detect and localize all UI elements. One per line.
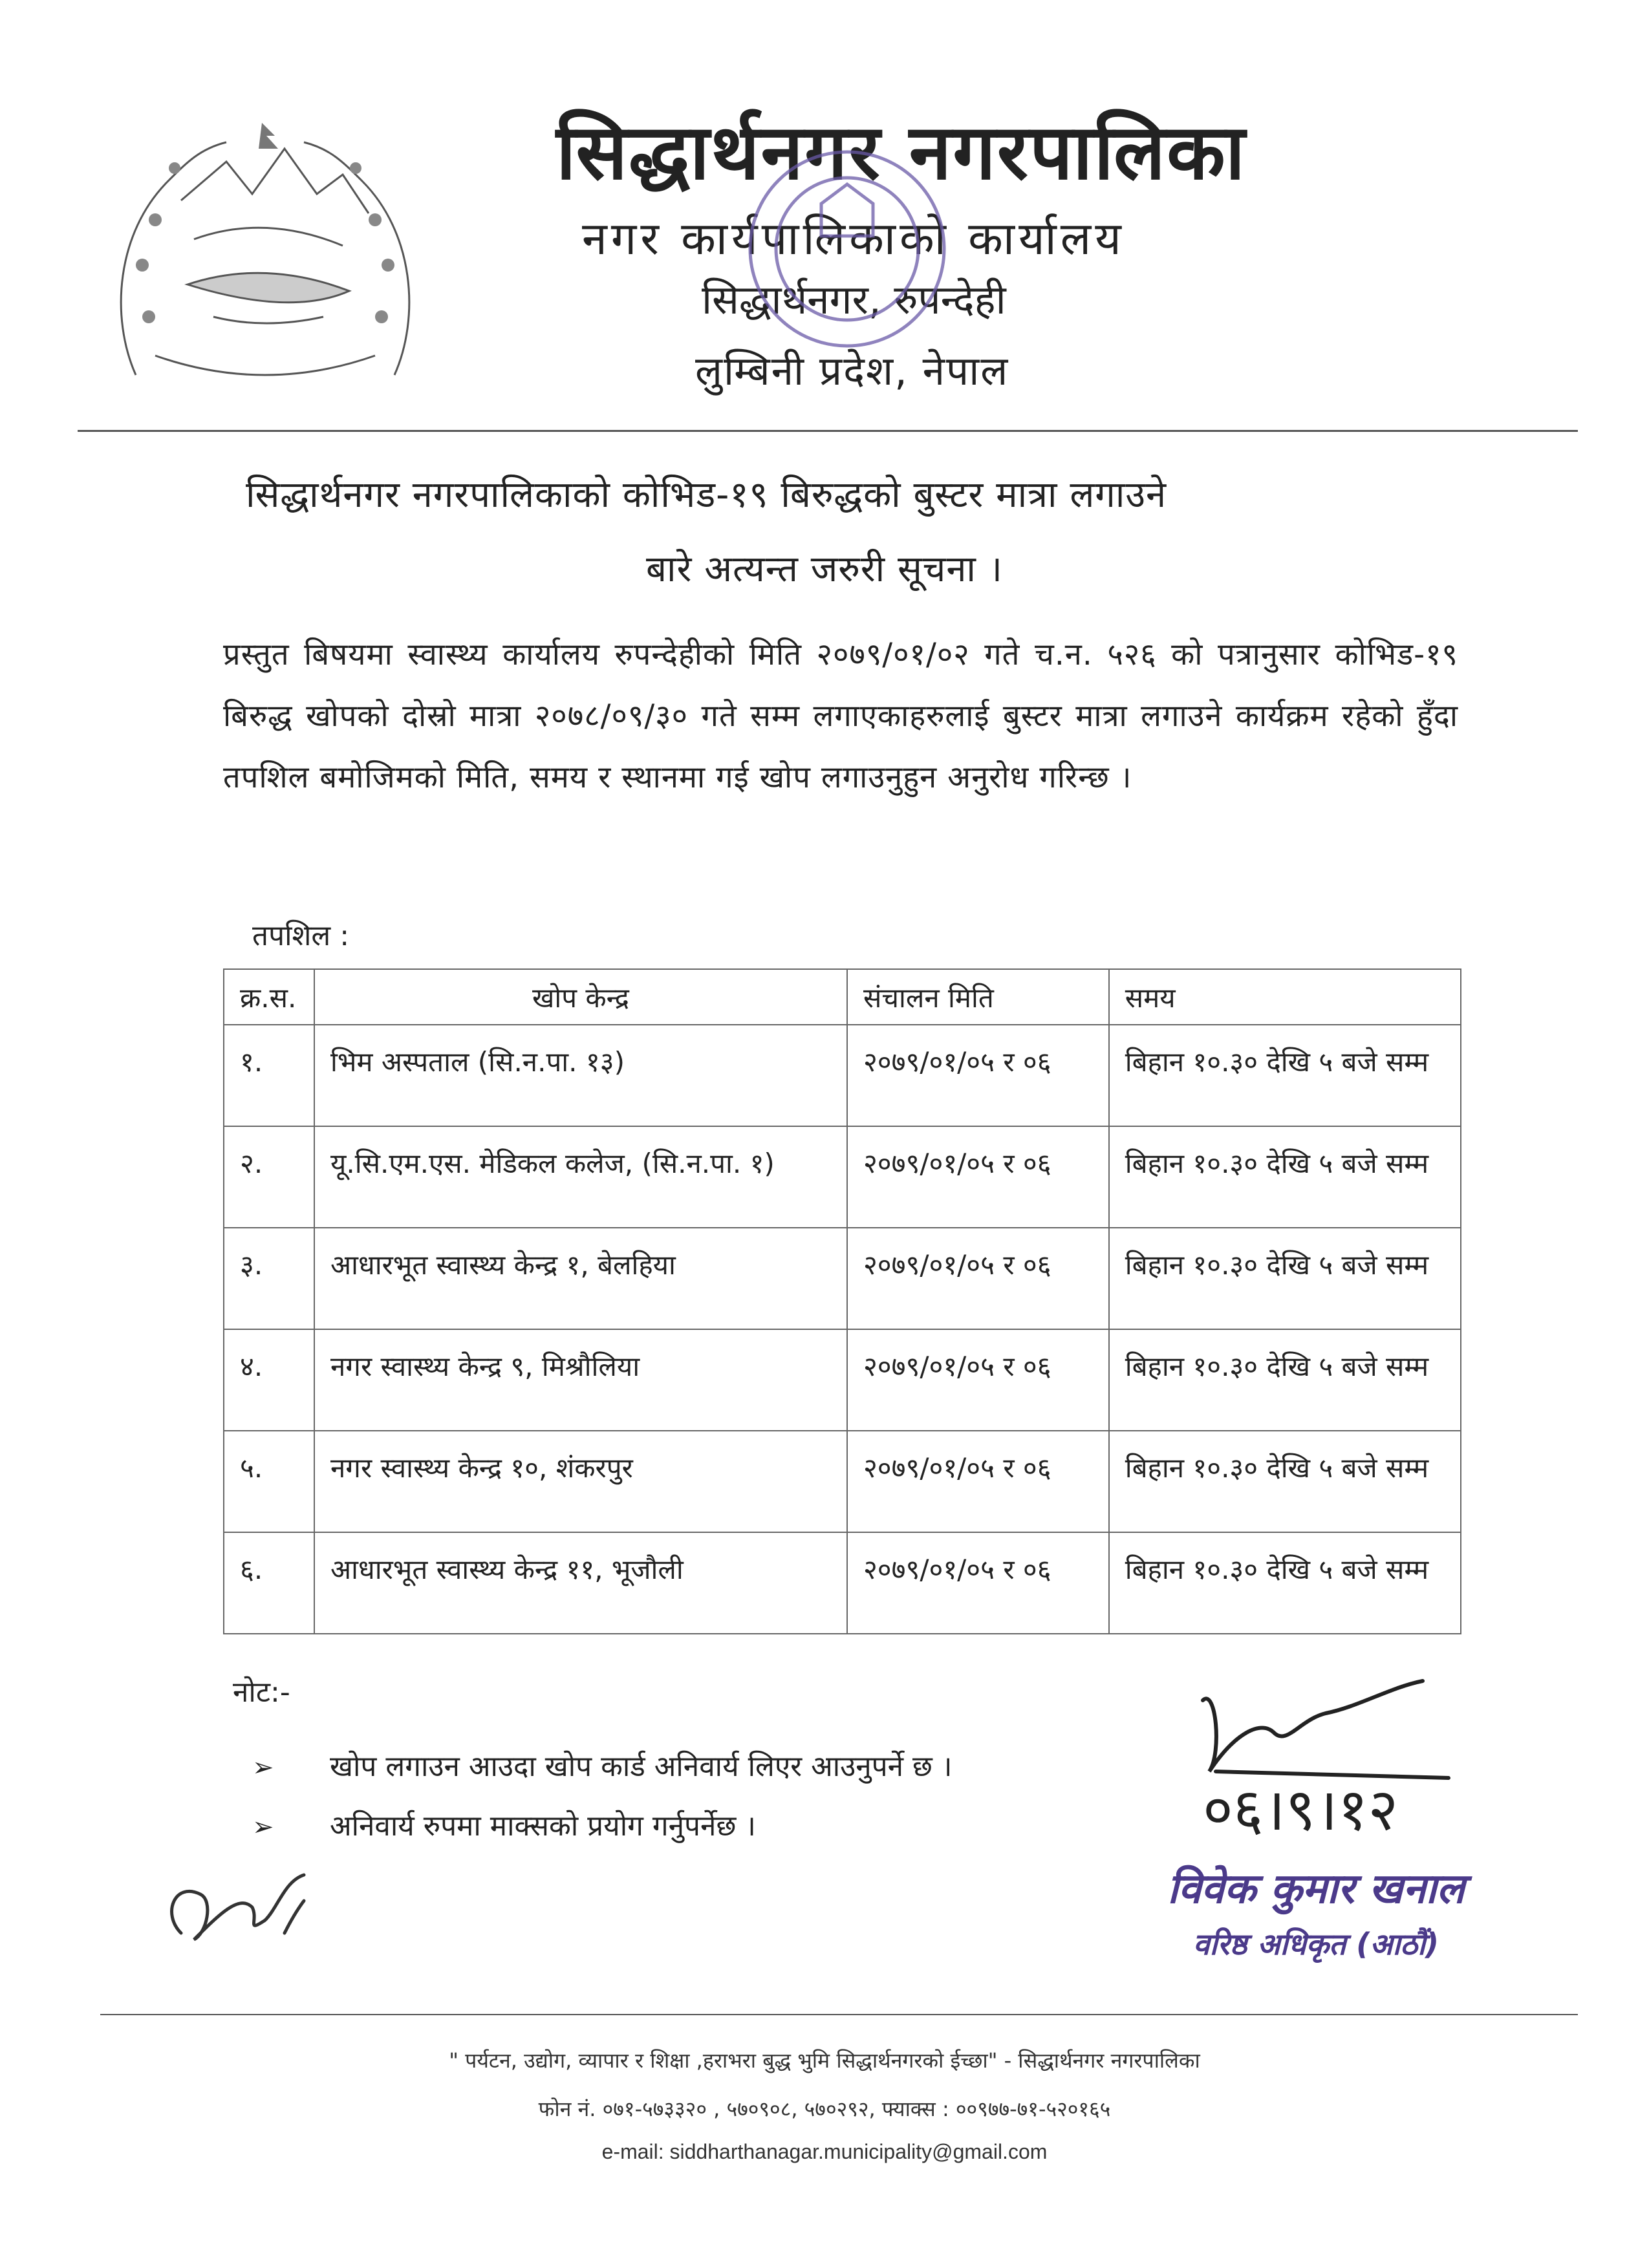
cell-time: बिहान १०.३० देखि ५ बजे सम्म (1109, 1431, 1461, 1532)
cell-serial: ४. (224, 1329, 314, 1431)
cell-date: २०७९/०१/०५ र ०६ (847, 1126, 1109, 1228)
note-item (252, 1746, 953, 1784)
office-name: नगर कार्यपालिकाको कार्यालय (582, 212, 1125, 265)
cell-date: २०७९/०१/०५ र ०६ (847, 1025, 1109, 1126)
arrow-bullet-icon: ➢ (252, 1753, 274, 1782)
col-header-center: खोप केन्द्र (314, 969, 847, 1025)
cell-date: २०७९/०१/०५ र ०६ (847, 1532, 1109, 1634)
cell-center: भिम अस्पताल (सि.न.पा. १३) (314, 1025, 847, 1126)
office-location: सिद्धार्थनगर, रुपन्देही (702, 276, 1006, 323)
cell-serial: १. (224, 1025, 314, 1126)
note-item (252, 1805, 756, 1844)
table-row (224, 1532, 1461, 1634)
stamp-officer-name: विवेक कुमार खनाल (1167, 1865, 1465, 1913)
cell-time: बिहान १०.३० देखि ५ बजे सम्म (1109, 1126, 1461, 1228)
cell-date: २०७९/०१/०५ र ०६ (847, 1228, 1109, 1329)
table-header-row (224, 969, 1461, 1025)
cell-center: आधारभूत स्वास्थ्य केन्द्र ११, भूजौली (314, 1532, 847, 1634)
cell-serial: ६. (224, 1532, 314, 1634)
subject-line-2: बारे अत्यन्त जरुरी सूचना । (646, 548, 1003, 590)
col-header-serial: क्र.स. (224, 969, 314, 1025)
table-row (224, 1431, 1461, 1532)
cell-time: बिहान १०.३० देखि ५ बजे सम्म (1109, 1329, 1461, 1431)
cell-time: बिहान १०.३० देखि ५ बजे सम्म (1109, 1228, 1461, 1329)
cell-date: २०७९/०१/०५ र ०६ (847, 1431, 1109, 1532)
footer-email: e-mail: siddharthanagar.municipality@gmail.com (601, 2140, 1048, 2163)
col-header-time: समय (1109, 969, 1461, 1025)
handwritten-date: ०६।९।१२ (1203, 1776, 1399, 1844)
left-signature-icon (155, 1856, 323, 1965)
office-seal-icon (744, 145, 951, 352)
nepal-emblem-icon (97, 123, 433, 401)
col-header-date: संचालन मिति (847, 969, 1109, 1025)
header-divider (78, 430, 1578, 432)
cell-serial: २. (224, 1126, 314, 1228)
note-text: खोप लगाउन आउदा खोप कार्ड अनिवार्य लिएर आउनुपर्ने छ । (330, 1750, 953, 1783)
table-row (224, 1228, 1461, 1329)
cell-center: यू.सि.एम.एस. मेडिकल कलेज, (सि.न.पा. १) (314, 1126, 847, 1228)
footer-motto: " पर्यटन, उद्योग, व्यापार र शिक्षा ,हराभरा बुद्ध भुमि सिद्धार्थनगरको ईच्छा" - सिद्धार्थनगर नगरपालिका (449, 2048, 1200, 2073)
footer-divider (100, 2014, 1578, 2015)
cell-serial: ३. (224, 1228, 314, 1329)
table-row (224, 1329, 1461, 1431)
municipality-title: सिद्धार्थनगर नगरपालिका (556, 107, 1247, 197)
right-signature-icon (1177, 1674, 1474, 1856)
cell-time: बिहान १०.३० देखि ५ बजे सम्म (1109, 1025, 1461, 1126)
arrow-bullet-icon: ➢ (252, 1812, 274, 1842)
cell-time: बिहान १०.३० देखि ५ बजे सम्म (1109, 1532, 1461, 1634)
cell-center: नगर स्वास्थ्य केन्द्र ९, मिश्रौलिया (314, 1329, 847, 1431)
office-province: लुम्बिनी प्रदेश, नेपाल (695, 347, 1009, 394)
cell-center: नगर स्वास्थ्य केन्द्र १०, शंकरपुर (314, 1431, 847, 1532)
notes-heading: नोट:- (233, 1676, 290, 1709)
note-text: अनिवार्य रुपमा माक्सको प्रयोग गर्नुपर्नेछ । (330, 1810, 756, 1843)
cell-center: आधारभूत स्वास्थ्य केन्द्र १, बेलहिया (314, 1228, 847, 1329)
table-row (224, 1126, 1461, 1228)
footer-phone: फोन नं. ०७१-५७३३२० , ५७०९०८, ५७०२९२, फ्याक्स : ००९७७-७१-५२०१६५ (538, 2097, 1111, 2121)
cell-serial: ५. (224, 1431, 314, 1532)
details-label: तपशिल : (252, 919, 350, 952)
body-paragraph: प्रस्तुत बिषयमा स्वास्थ्य कार्यालय रुपन्देहीको मिति २०७९/०१/०२ गते च.न. ५२६ को पत्रानुसार कोभिड-१९ बिरुद्ध खोपको दोस्रो मात्रा २०७८/०९/३० गते सम्म लगाएकाहरुलाई बुस्टर मात्रा लगाउने कार्यक्रम रहेको हुँदा तपशिल बमोजिमको मिति, समय र स्थानमा गई खोप लगाउनुहुन अनुरोध गरिन्छ । (223, 637, 1458, 795)
subject-line-1: सिद्धार्थनगर नगरपालिकाको कोभिड-१९ बिरुद्धको बुस्टर मात्रा लगाउने (246, 474, 1167, 516)
cell-date: २०७९/०१/०५ र ०६ (847, 1329, 1109, 1431)
stamp-officer-title: वरिष्ठ अधिकृत (आठौं) (1192, 1927, 1439, 1962)
table-row (224, 1025, 1461, 1126)
vaccination-schedule-table (223, 968, 1461, 1634)
